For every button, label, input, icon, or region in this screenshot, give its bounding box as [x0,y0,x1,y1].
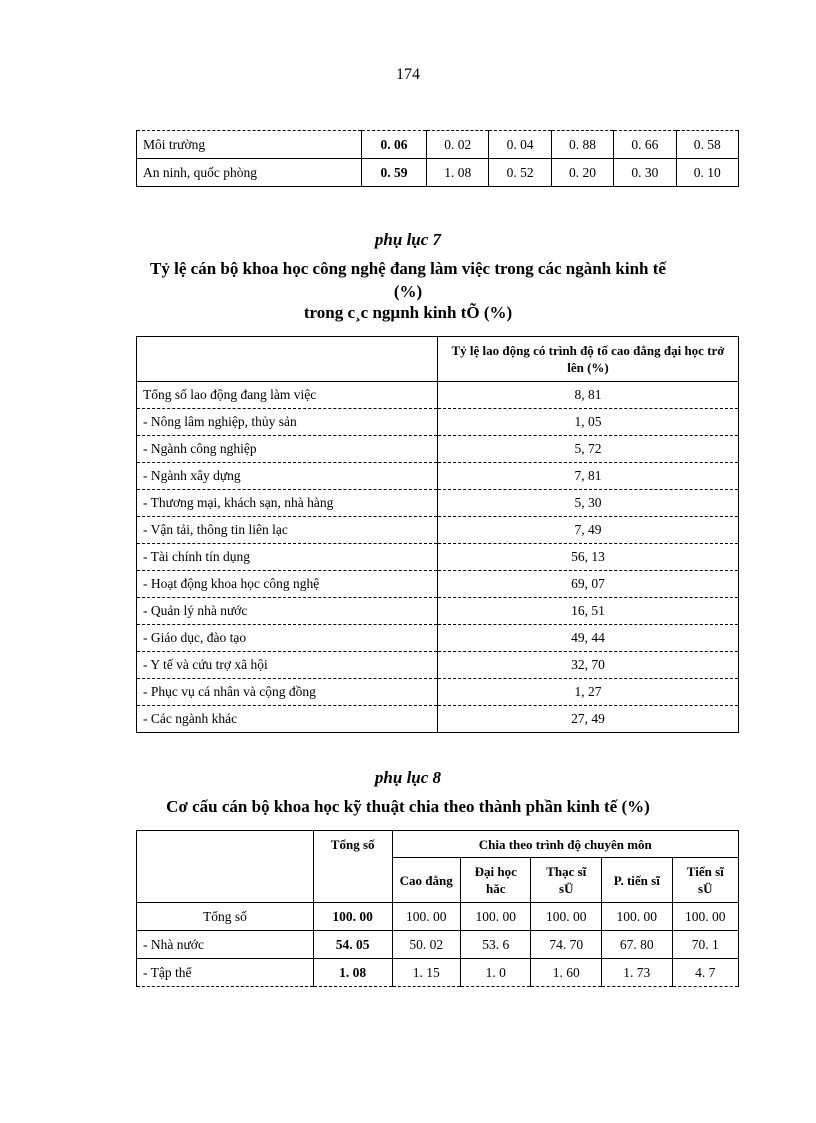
table-row [137,571,739,598]
cell: 0. 20 [551,159,613,187]
cell: 0. 30 [614,159,676,187]
row-label: - Ngành xây dựng [137,463,438,490]
row-total: 1. 08 [313,959,392,987]
row-label: - Tập thể [137,959,314,987]
appendix8-heading: phụ lục 8 [374,768,442,787]
cell: 100. 00 [672,903,738,931]
row-label: Tổng số lao động đang làm việc [137,382,438,409]
row-label: - Thương mại, khách sạn, nhà hàng [137,490,438,517]
cell: 100. 00 [531,903,602,931]
appendix7-title-line2: (%) [393,282,423,301]
subcolumn-header: P. tiến sĩ [602,858,673,903]
cell: 1. 0 [460,959,531,987]
continuation-table [136,130,739,187]
row-label: - Các ngành khác [137,706,438,733]
subcolumn-header: Thạc sĩ sÜ [531,858,602,903]
cell: 74. 70 [531,931,602,959]
row-label: - Y tế và cứu trợ xã hội [137,652,438,679]
table-row [137,463,739,490]
table-header-row [137,831,739,858]
row-value: 5, 72 [438,436,739,463]
row-total: 100. 00 [313,903,392,931]
table-row [137,652,739,679]
cell: 70. 1 [672,931,738,959]
row-value: 5, 30 [438,490,739,517]
appendix8-table [136,830,739,987]
cell: 67. 80 [602,931,673,959]
table-row [137,598,739,625]
appendix8-title: Cơ cấu cán bộ khoa học kỹ thuật chia theo thành phần kinh tế (%) [166,797,650,816]
column-group-header: Chia theo trình độ chuyên môn [392,831,739,858]
subcolumn-header: Tiến sĩ sÜ [672,858,738,903]
row-value: 49, 44 [438,625,739,652]
row-value: 1, 05 [438,409,739,436]
appendix7-title-line1: Tỷ lệ cán bộ khoa học công nghệ đang làm việc trong các ngành kinh tế [150,259,666,278]
row-value: 1, 27 [438,679,739,706]
table-row [137,903,739,931]
subcolumn-header: Đại học hăc [460,858,531,903]
column-header: Tỷ lệ lao động có trình độ tố cao đẳng đại học trở lên (%) [438,337,739,382]
row-value: 7, 81 [438,463,739,490]
table-header-row [137,337,739,382]
cell: 100. 00 [460,903,531,931]
cell: 0. 88 [551,131,613,159]
row-value: 69, 07 [438,571,739,598]
row-label: - Phục vụ cá nhân và cộng đồng [137,679,438,706]
column-header-total: Tổng số [313,831,392,903]
cell: 1. 60 [531,959,602,987]
row-label: Môi trường [137,131,362,159]
subcolumn-header: Cao đẳng [392,858,460,903]
page-number: 174 [396,66,420,83]
cell: 0. 02 [427,131,489,159]
row-label: - Vận tải, thông tin liên lạc [137,517,438,544]
table-row [137,131,739,159]
cell: 1. 15 [392,959,460,987]
table-row [137,706,739,733]
cell: 100. 00 [602,903,673,931]
table-row [137,409,739,436]
table-row [137,931,739,959]
row-label: An ninh, quốc phòng [137,159,362,187]
table-row [137,382,739,409]
row-label: - Giáo dục, đào tạo [137,625,438,652]
appendix7-table [136,336,739,733]
table-row [137,625,739,652]
table-row [137,490,739,517]
row-label: Tổng số [137,903,314,931]
table-row [137,544,739,571]
cell: 1. 73 [602,959,673,987]
row-total: 0. 06 [362,131,427,159]
cell: 53. 6 [460,931,531,959]
table-row [137,436,739,463]
cell: 0. 10 [676,159,738,187]
cell: 1. 08 [427,159,489,187]
row-value: 27, 49 [438,706,739,733]
appendix7-heading: phụ lục 7 [374,230,442,249]
row-value: 7, 49 [438,517,739,544]
appendix7-title-line3: trong c¸c ngµnh kinh tÕ (%) [303,303,513,322]
cell: 0. 52 [489,159,551,187]
header-empty-cell [137,337,438,382]
row-label: - Nhà nước [137,931,314,959]
row-value: 16, 51 [438,598,739,625]
row-label: - Nông lâm nghiệp, thủy sản [137,409,438,436]
row-value: 56, 13 [438,544,739,571]
row-value: 32, 70 [438,652,739,679]
cell: 0. 04 [489,131,551,159]
cell: 4. 7 [672,959,738,987]
table-row [137,517,739,544]
row-label: - Hoạt động khoa học công nghệ [137,571,438,598]
row-value: 8, 81 [438,382,739,409]
cell: 0. 66 [614,131,676,159]
header-empty-cell [137,831,314,903]
row-total: 54. 05 [313,931,392,959]
table-row [137,679,739,706]
row-label: - Quản lý nhà nước [137,598,438,625]
cell: 50. 02 [392,931,460,959]
row-label: - Tài chính tín dụng [137,544,438,571]
table-row [137,159,739,187]
row-total: 0. 59 [362,159,427,187]
table-row [137,959,739,987]
row-label: - Ngành công nghiệp [137,436,438,463]
cell: 0. 58 [676,131,738,159]
cell: 100. 00 [392,903,460,931]
